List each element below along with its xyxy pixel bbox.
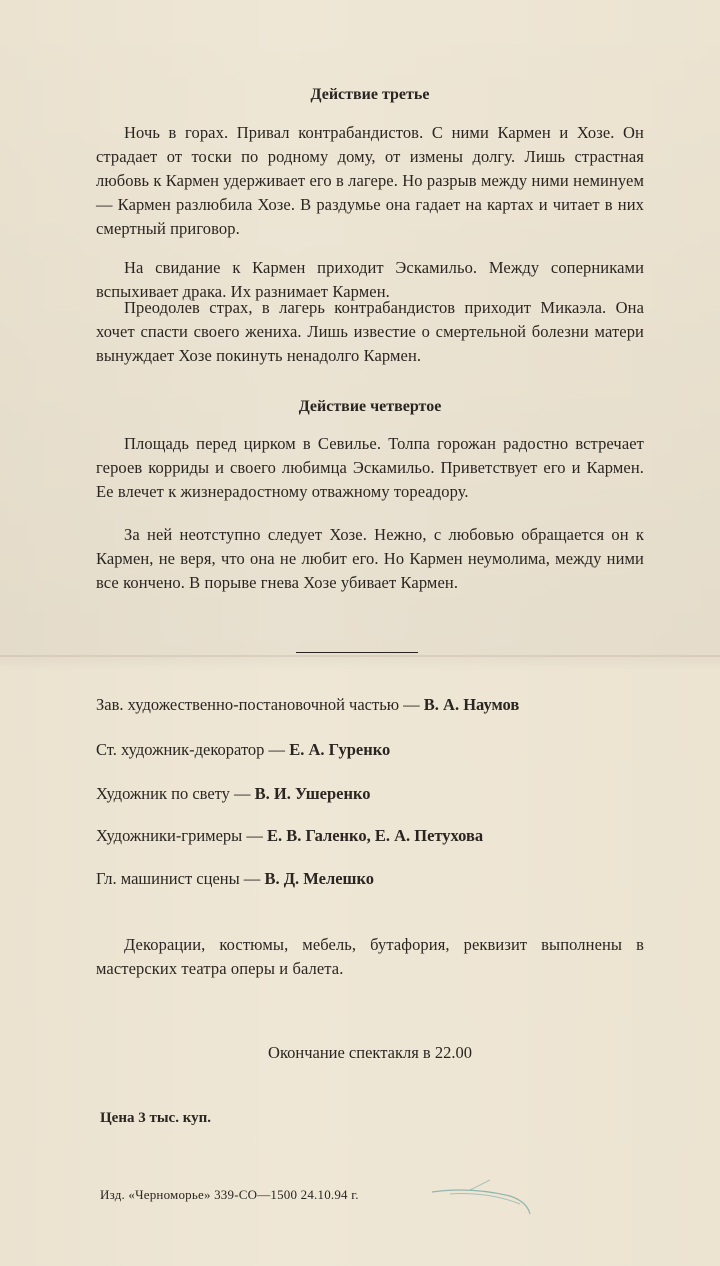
section-divider [296, 652, 418, 653]
credit-line [96, 869, 374, 889]
credit-name: В. А. Наумов [423, 695, 520, 714]
act3-title: Действие третье [310, 86, 430, 103]
credit-name: В. И. Ушеренко [254, 784, 371, 803]
ticket-price: Цена 3 тыс. куп. [100, 1110, 212, 1126]
credit-line [96, 740, 390, 760]
credit-role: Ст. художник-декоратор — [96, 740, 286, 759]
paper-fold [0, 655, 720, 657]
credit-role: Зав. художественно-постановочной частью — [96, 695, 420, 714]
credit-role: Художник по свету — [96, 784, 251, 803]
credit-line [96, 784, 371, 804]
credit-role: Художники-гримеры — [96, 826, 263, 845]
credit-name: В. Д. Мелешко [264, 869, 375, 888]
end-time: Окончание спектакля в 22.00 [268, 1043, 472, 1062]
pencil-scribble [430, 1170, 540, 1230]
act3-paragraph-2: На свидание к Кармен приходит Эскамильо. Между соперниками вспыхивает драка. Их разнимает Кармен. [96, 258, 644, 301]
workshop-note: Декорации, костюмы, мебель, бутафория, реквизит выполнены в мастерских театра оперы и балета. [96, 935, 644, 978]
publisher-imprint: Изд. «Черноморье» 339-СО—1500 24.10.94 г. [100, 1187, 359, 1202]
act3-paragraph-3: Преодолев страх, в лагерь контрабандистов приходит Микаэла. Она хочет спасти своего жениха. Лишь известие о смертельной болезни матери вынуждает Хозе покинуть ненадолго Кармен. [96, 298, 644, 365]
credit-line [96, 695, 519, 715]
act4-title: Действие четвертое [298, 398, 442, 415]
credit-role: Гл. машинист сцены — [96, 869, 261, 888]
act4-paragraph-1: Площадь перед цирком в Севилье. Толпа горожан радостно встречает героев корриды и своего любимца Эскамильо. Приветствует его и Кармен. Ее влечет к жизнерадостному отважному тореадору. [96, 434, 644, 501]
act4-paragraph-2: За ней неотступно следует Хозе. Нежно, с любовью обращается он к Кармен, не веря, что она не любит его. Но Кармен неумолима, между ними все кончено. В порыве гнева Хозе убивает Кармен. [96, 525, 644, 592]
credit-line [96, 826, 483, 846]
act3-paragraph-1: Ночь в горах. Привал контрабандистов. С ними Кармен и Хозе. Он страдает от тоски по родному дому, от измены долгу. Лишь страстная любовь к Кармен удерживает его в лагере. Но разрыв между ними неминуем — Кармен разлюбила Хозе. В раздумье она гадает на картах и читает в них смертный приговор. [96, 123, 644, 238]
credit-name: Е. В. Галенко, Е. А. Петухова [267, 826, 484, 845]
credit-name: Е. А. Гуренко [289, 740, 391, 759]
